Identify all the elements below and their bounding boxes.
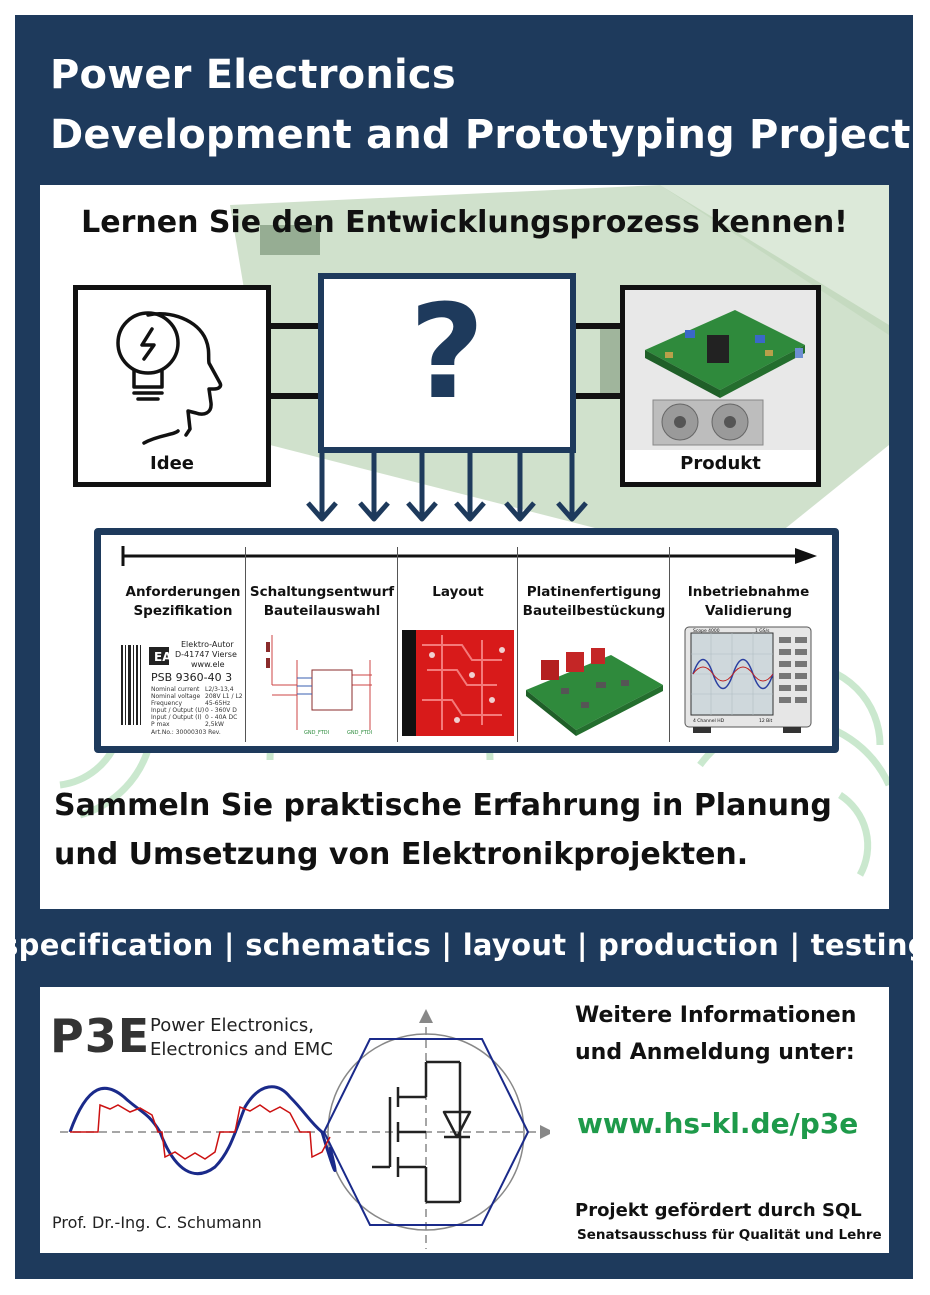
svg-text:1 GS/s: 1 GS/s	[755, 629, 770, 634]
svg-text:Input / Output (I): Input / Output (I)	[151, 714, 202, 721]
connector-line	[268, 393, 323, 399]
p3e-logo: P3E	[50, 1009, 151, 1063]
process-panel	[40, 185, 889, 909]
p3e-tagline-1: Power Electronics,	[150, 1015, 314, 1036]
footer-panel	[40, 987, 889, 1253]
stage-testing	[671, 575, 826, 745]
product-label: Produkt	[680, 453, 761, 474]
svg-text:45-65Hz: 45-65Hz	[205, 700, 231, 707]
assembled-pcb-image	[521, 630, 667, 740]
process-heading: Lernen Sie den Entwicklungsprozess kennen!	[81, 205, 848, 240]
svg-text:D-41747 Vierse: D-41747 Vierse	[175, 650, 237, 659]
timeline-box	[94, 528, 839, 753]
stage-label: Schaltungsentwurf Bauteilauswahl	[249, 584, 395, 619]
svg-text:2,5kW: 2,5kW	[205, 721, 224, 728]
stage-divider	[517, 547, 518, 742]
connector-line	[570, 393, 625, 399]
stage-label: Layout	[432, 584, 484, 600]
svg-text:GND_FTDI: GND_FTDI	[347, 730, 373, 736]
svg-text:Scope 4000: Scope 4000	[693, 629, 720, 634]
timeline-arrow	[101, 541, 832, 571]
svg-text:0 - 40A DC: 0 - 40A DC	[205, 714, 238, 721]
product-box	[620, 285, 821, 487]
info-line-2: und Anmeldung unter:	[575, 1040, 855, 1065]
stage-label: Anforderungen Spezifikation	[125, 584, 241, 619]
stage-divider	[397, 547, 398, 742]
svg-text:12 Bit: 12 Bit	[759, 719, 773, 724]
committee-name: Senatsausschuss für Qualität und Lehre	[577, 1227, 882, 1243]
experience-line-1: Sammeln Sie praktische Erfahrung in Planung	[54, 788, 832, 823]
idea-head-icon	[78, 295, 266, 455]
stage-production	[519, 575, 669, 745]
svg-text:4 Channel HD: 4 Channel HD	[693, 719, 725, 724]
funding-note: Projekt gefördert durch SQL	[575, 1200, 862, 1221]
svg-text:Nominal current: Nominal current	[151, 686, 200, 693]
svg-text:Frequency: Frequency	[151, 700, 182, 707]
svg-text:Input / Output (U): Input / Output (U)	[151, 707, 205, 714]
title-line-1: Power Electronics	[50, 52, 456, 98]
svg-text:Nominal voltage: Nominal voltage	[151, 693, 201, 700]
product-render-image	[625, 290, 816, 450]
question-box	[318, 273, 576, 453]
svg-text:www.ele: www.ele	[191, 660, 225, 669]
svg-text:Art.No.: 30000303 Rev.: Art.No.: 30000303 Rev.	[151, 729, 221, 735]
datasheet-label-image	[119, 635, 247, 735]
professor-name: Prof. Dr.-Ing. C. Schumann	[52, 1213, 262, 1232]
stage-label: Platinenfertigung Bauteilbestückung	[522, 584, 666, 619]
svg-text:GND_FTDI: GND_FTDI	[304, 730, 330, 736]
svg-text:P max: P max	[151, 721, 170, 728]
svg-text:L2/3-13,4: L2/3-13,4	[205, 686, 234, 693]
stage-layout	[399, 575, 517, 745]
keywords-bar: specification | schematics | layout | production | testing	[1, 928, 929, 962]
p3e-tagline-2: Electronics and EMC	[150, 1039, 333, 1060]
oscilloscope-image	[683, 625, 813, 735]
svg-text:208V L1 / L2: 208V L1 / L2	[205, 693, 243, 700]
pcb-layout-image	[402, 630, 514, 736]
registration-link[interactable]: www.hs-kl.de/p3e	[577, 1107, 859, 1140]
schematic-image	[252, 630, 392, 740]
title-line-2: Development and Prototyping Project	[50, 112, 911, 158]
stage-specification	[119, 575, 247, 745]
svg-text:PSB 9360-40 3: PSB 9360-40 3	[151, 671, 233, 684]
idea-label: Idee	[150, 453, 194, 474]
svg-text:EA: EA	[154, 650, 172, 664]
stage-label: Inbetriebnahme Validierung	[687, 584, 810, 619]
connector-line	[570, 323, 625, 329]
question-mark: ?	[409, 276, 485, 428]
svg-text:Elektro-Autor: Elektro-Autor	[181, 640, 234, 649]
stage-divider	[669, 547, 670, 742]
experience-line-2: und Umsetzung von Elektronikprojekten.	[54, 837, 749, 872]
stage-schematics	[247, 575, 397, 745]
info-line-1: Weitere Informationen	[575, 1003, 857, 1028]
svg-text:0 - 360V D: 0 - 360V D	[205, 707, 237, 714]
connector-line	[268, 323, 323, 329]
